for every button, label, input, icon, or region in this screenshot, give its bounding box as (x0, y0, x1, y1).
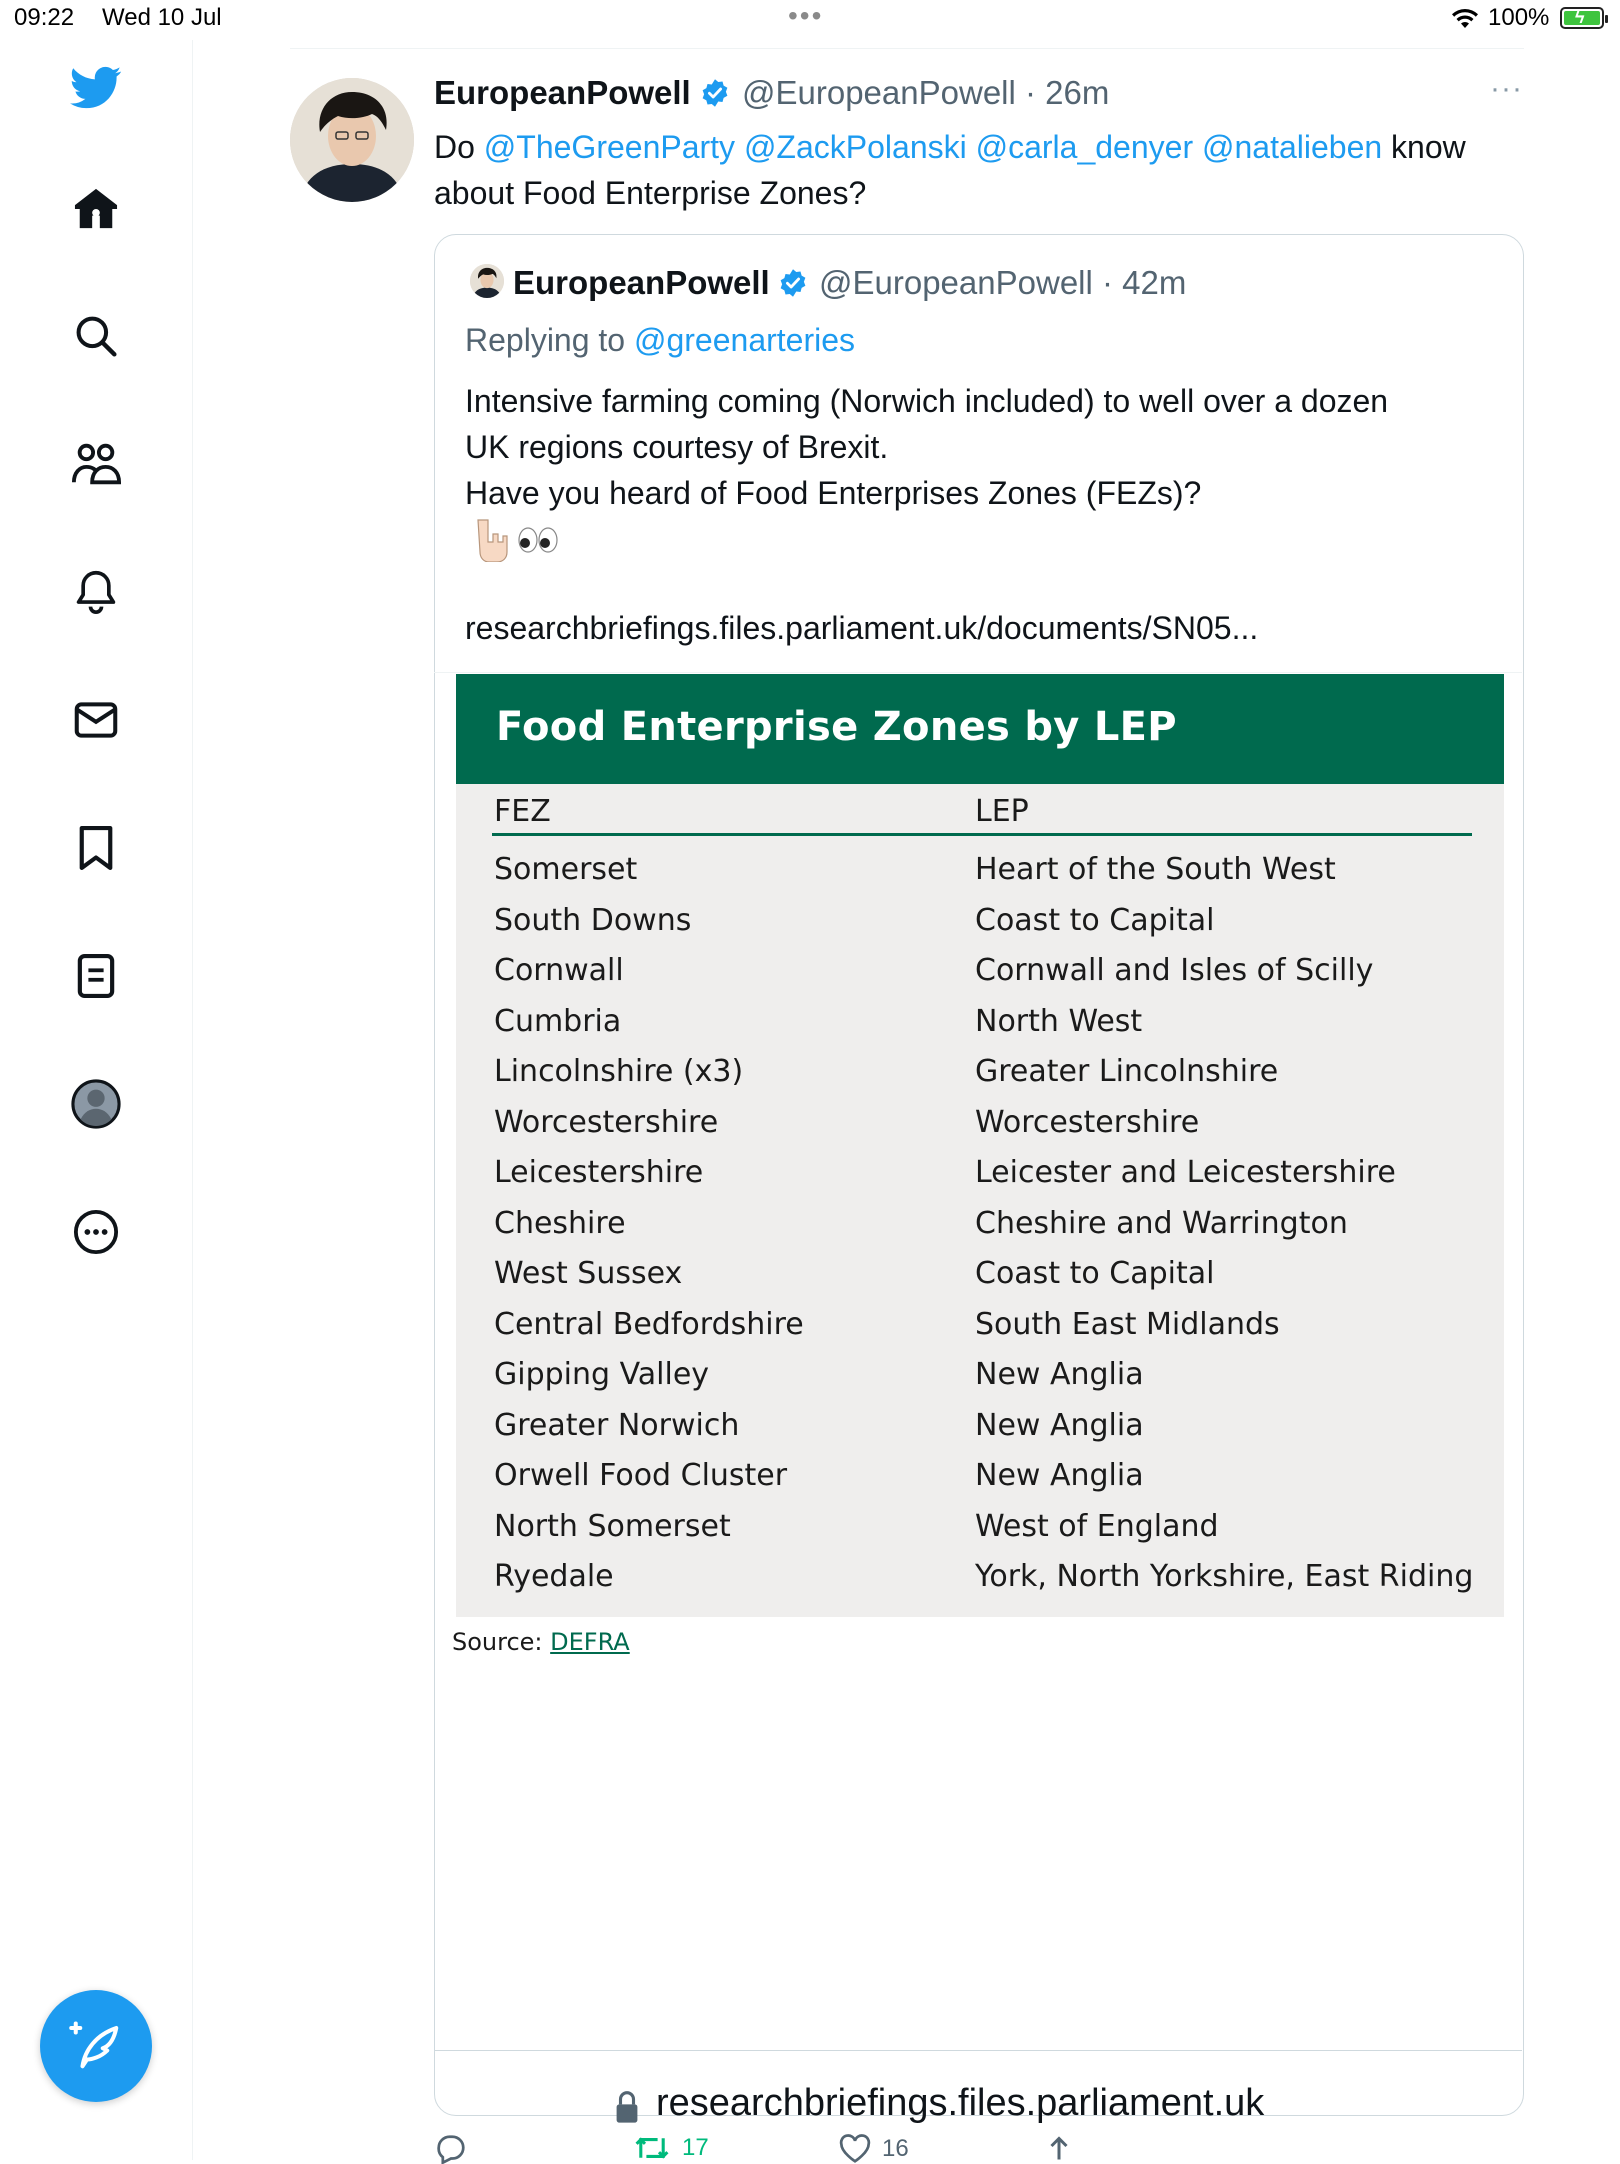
quoted-tweet-text (465, 378, 1495, 516)
lep-cell: Cheshire and Warrington (975, 1206, 1348, 1241)
tweet-text-prefix: Do (434, 129, 484, 165)
more-icon[interactable] (70, 1206, 122, 1258)
fez-title: Food Enterprise Zones by LEP (496, 704, 1177, 750)
quoted-handle-text: @EuropeanPowell (819, 264, 1093, 301)
lep-cell: York, North Yorkshire, East Riding (975, 1559, 1474, 1594)
battery-percentage: 100% (1488, 4, 1550, 31)
communities-icon[interactable] (70, 438, 122, 490)
lep-cell: New Anglia (975, 1458, 1144, 1493)
profile-icon[interactable] (70, 1078, 122, 1130)
fez-cell: Lincolnshire (x3) (494, 1054, 744, 1089)
quoted-text-line: Have you heard of Food Enterprises Zones (FEZs)? (465, 475, 1202, 511)
tweet-more-button[interactable]: ··· (1490, 72, 1523, 105)
quoted-author-name: EuropeanPowell (513, 264, 770, 301)
tweet-text (434, 124, 1514, 216)
tweet-timestamp: · 26m (1025, 74, 1110, 111)
media-divider (434, 672, 1522, 673)
fez-cell: South Downs (494, 903, 692, 938)
home-icon[interactable] (70, 182, 122, 234)
source-link: DEFRA (550, 1628, 630, 1656)
fez-cell: Somerset (494, 852, 638, 887)
author-avatar[interactable] (290, 78, 414, 202)
link-card-divider (434, 2050, 1522, 2051)
lock-icon (614, 2090, 640, 2129)
lep-cell: Heart of the South West (975, 852, 1336, 887)
retweet-icon (632, 2134, 672, 2162)
lep-cell: New Anglia (975, 1408, 1144, 1443)
lep-column-header: LEP (975, 794, 1029, 829)
fez-cell: Ryedale (494, 1559, 614, 1594)
fez-column-header: FEZ (494, 794, 551, 829)
lep-cell: Cornwall and Isles of Scilly (975, 953, 1374, 988)
lep-cell: North West (975, 1004, 1143, 1039)
fez-cell: Worcestershire (494, 1105, 719, 1140)
wifi-icon (1450, 6, 1480, 35)
compose-tweet-button[interactable] (40, 1990, 152, 2102)
quoted-author-avatar (470, 264, 504, 298)
quoted-author-handle (819, 264, 1186, 302)
mention-link[interactable]: @ZackPolanski (743, 129, 967, 165)
sidebar (0, 40, 193, 2160)
fez-cell: West Sussex (494, 1256, 683, 1291)
header-rule (492, 833, 1472, 836)
quoted-text-line: UK regions courtesy of Brexit. (465, 429, 889, 465)
fez-cell: Greater Norwich (494, 1408, 740, 1443)
pointing-down-and-eyes-icon (470, 518, 560, 562)
link-card-domain[interactable]: researchbriefings.files.parliament.uk (656, 2082, 1265, 2124)
verified-badge-icon (778, 268, 808, 303)
lep-cell: Greater Lincolnshire (975, 1054, 1279, 1089)
replying-label: Replying to (465, 322, 634, 358)
timeline-divider (290, 48, 1524, 49)
quoted-timestamp: · 42m (1102, 264, 1187, 301)
mention-link[interactable]: @TheGreenParty (483, 129, 736, 165)
fez-cell: North Somerset (494, 1509, 731, 1544)
mention-link[interactable]: @carla_denyer (975, 129, 1194, 165)
status-date: Wed 10 Jul (102, 4, 222, 31)
notifications-icon[interactable] (70, 566, 122, 618)
author-handle-text: @EuropeanPowell (742, 74, 1016, 111)
multitasking-dots[interactable]: ••• (788, 0, 824, 31)
quoted-text-line: Intensive farming coming (Norwich included) to well over a dozen (465, 383, 1389, 419)
fez-cell: Cheshire (494, 1206, 626, 1241)
retweet-count: 17 (682, 2134, 709, 2161)
lep-cell: Leicester and Leicestershire (975, 1155, 1396, 1190)
messages-icon[interactable] (70, 694, 122, 746)
emoji-row (470, 518, 560, 567)
source-label: Source: (452, 1628, 551, 1656)
replying-handle-link[interactable]: @greenarteries (633, 322, 856, 358)
fez-cell: Cornwall (494, 953, 624, 988)
bookmarks-icon[interactable] (70, 822, 122, 874)
verified-badge-icon (700, 78, 730, 113)
fez-cell: Cumbria (494, 1004, 622, 1039)
mention-link[interactable]: @natalieben (1201, 129, 1383, 165)
quoted-link[interactable]: researchbriefings.files.parliament.uk/documents/SN05... (465, 610, 1259, 646)
fez-cell: Leicestershire (494, 1155, 704, 1190)
lep-cell: Coast to Capital (975, 903, 1215, 938)
replying-to (465, 322, 855, 359)
battery-icon: ϟ (1560, 7, 1604, 29)
tweet-text-suffix: know about Food Enterprise Zones? (434, 129, 1466, 211)
lists-icon[interactable] (70, 950, 122, 1002)
twitter-logo-icon[interactable] (70, 62, 122, 114)
fez-cell: Gipping Valley (494, 1357, 710, 1392)
lep-cell: New Anglia (975, 1357, 1144, 1392)
fez-cell: Orwell Food Cluster (494, 1458, 788, 1493)
status-time: 09:22 (14, 4, 75, 31)
fez-cell: Central Bedfordshire (494, 1307, 804, 1342)
lep-cell: South East Midlands (975, 1307, 1280, 1342)
author-name[interactable]: EuropeanPowell (434, 74, 691, 111)
lep-cell: West of England (975, 1509, 1219, 1544)
lep-cell: Worcestershire (975, 1105, 1200, 1140)
compose-tweet-icon (69, 2019, 123, 2073)
author-handle[interactable] (742, 74, 1109, 112)
like-count: 16 (882, 2135, 909, 2162)
retweet-button[interactable] (632, 2134, 709, 2162)
search-icon[interactable] (70, 310, 122, 362)
fez-source (452, 1628, 630, 1656)
lep-cell: Coast to Capital (975, 1256, 1215, 1291)
